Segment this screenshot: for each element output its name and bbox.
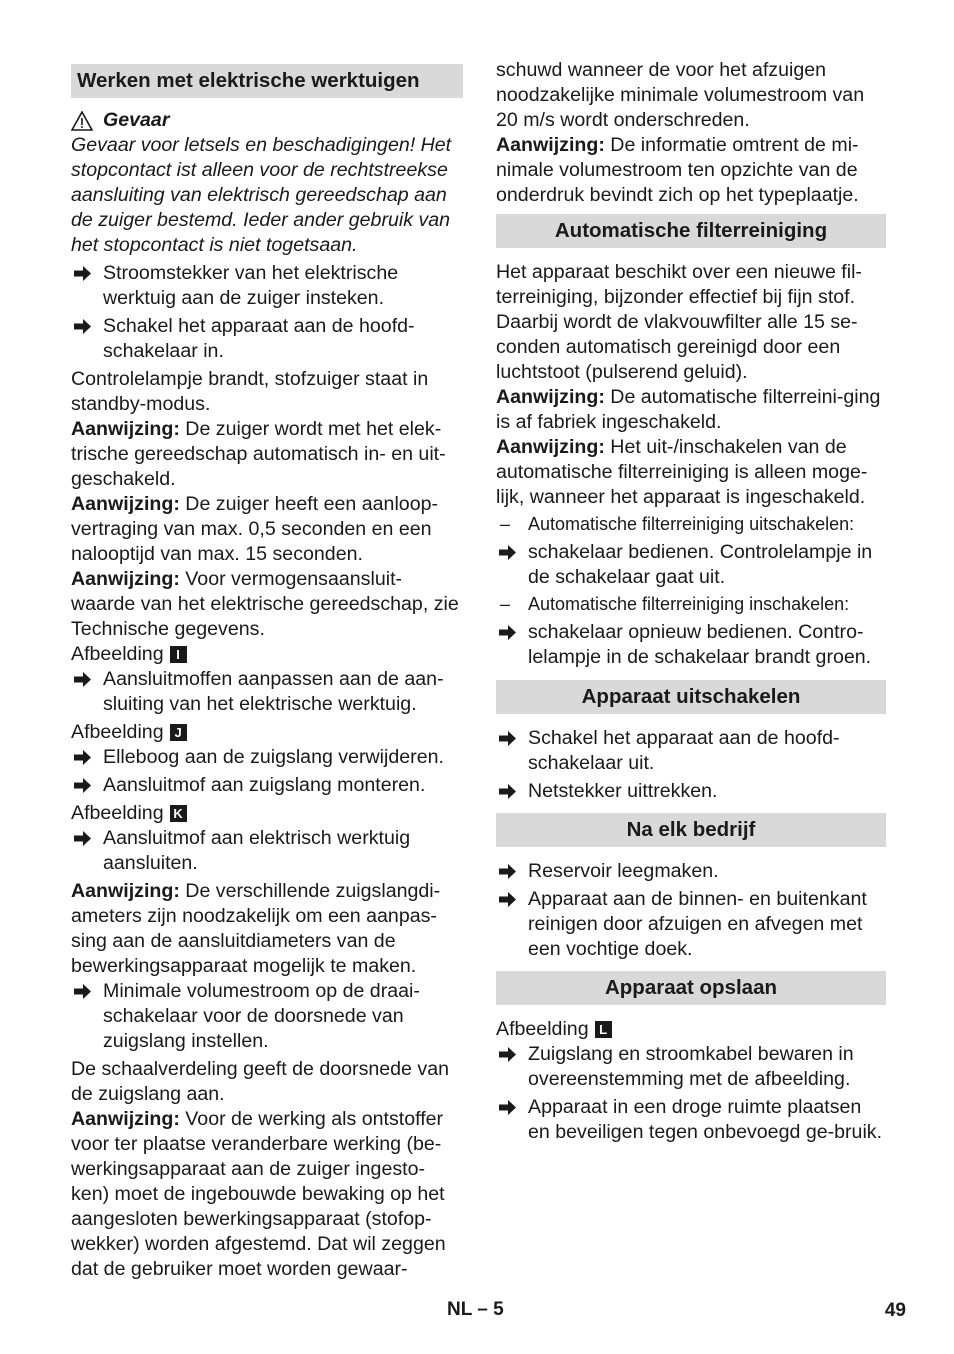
paragraph-filter: Het apparaat beschikt over een nieuwe fil-terreiniging, bijzonder effectief bij fijn stof. Daarbij wordt de vlakvouwfilter alle 15 se-conden automatisch gereinigd door een luchtstoot (pulserend geluid).	[496, 261, 862, 383]
figure-label: Afbeelding	[496, 1018, 589, 1040]
section-heading-switch-off: Apparaat uitschakelen	[496, 680, 886, 714]
note-label: Aanwijzing:	[496, 436, 605, 458]
footer-language-page: NL – 5	[447, 1299, 504, 1320]
step-text: Schakel het apparaat aan de hoofd-schakelaar in.	[103, 315, 415, 362]
step-clean-device	[496, 887, 886, 962]
step-text: Reservoir leegmaken.	[528, 860, 719, 882]
note-typeplate	[496, 133, 886, 208]
arrow-right-icon	[72, 773, 94, 798]
dash-item-filter-off	[496, 512, 886, 537]
warning-triangle-icon	[71, 111, 93, 131]
danger-title	[71, 108, 463, 133]
arrow-right-icon	[72, 667, 94, 692]
step-adapt-sleeves	[71, 667, 463, 717]
dash-text: Automatische filterreiniging inschakelen:	[528, 594, 850, 614]
dash-text: Automatische filterreiniging uitschakelen:	[528, 514, 855, 534]
note-text: De automatische filterreini-ging is af fabriek ingeschakeld.	[496, 386, 881, 433]
paragraph-continued: schuwd wanneer de voor het afzuigen noodzakelijke minimale volumestroom van 20 m/s wordt onderschreden.	[496, 59, 865, 131]
left-column	[71, 58, 463, 1282]
section-heading-after-use: Na elk bedrijf	[496, 813, 886, 847]
step-operate-switch-on	[496, 620, 886, 670]
note-text: De zuiger heeft een aanloop-vertraging van max. 0,5 seconden en een nalooptijd van max. 15 seconden.	[71, 493, 439, 565]
figure-badge-l: L	[595, 1021, 612, 1038]
right-column	[496, 58, 886, 1145]
note-label: Aanwijzing:	[71, 493, 180, 515]
step-remove-elbow	[71, 745, 463, 770]
step-store-device	[496, 1095, 886, 1145]
arrow-right-icon	[497, 726, 519, 751]
arrow-right-icon	[497, 779, 519, 804]
note-label: Aanwijzing:	[496, 134, 605, 156]
dash-bullet: –	[500, 514, 511, 534]
note-text: Voor vermogensaansluit-waarde van het elektrische gereedschap, zie Technische gegevens.	[71, 568, 459, 640]
arrow-right-icon	[72, 979, 94, 1004]
note-label: Aanwijzing:	[71, 880, 180, 902]
note-label: Aanwijzing:	[71, 1108, 180, 1130]
danger-text: Gevaar voor letsels en beschadigingen! Het stopcontact ist alleen voor de rechtstreekse aansluiting van elektrisch gereedschap aan de zuiger bestemd. Ieder ander gebruik van het stopcontact is niet togetsaan.	[71, 134, 452, 256]
note-delay	[71, 492, 463, 567]
section-heading-storage: Apparaat opslaan	[496, 971, 886, 1005]
step-empty-container	[496, 859, 886, 884]
step-mount-sleeve	[71, 773, 463, 798]
arrow-right-icon	[497, 1095, 519, 1120]
arrow-right-icon	[497, 887, 519, 912]
step-store-hose	[496, 1042, 886, 1092]
note-text: De verschillende zuigslangdi-ameters zijn noodzakelijk om een aanpas-sing aan de aansluitdiameters van de bewerkingsapparaat mogelijk te maken.	[71, 880, 441, 977]
note-text: Het uit-/inschakelen van de automatische filterreiniging is alleen moge-lijk, wanneer het apparaat is ingeschakeld.	[496, 436, 868, 508]
step-operate-switch-off	[496, 540, 886, 590]
note-text: De zuiger wordt met het elek-trische gereedschap automatisch in- en uit-geschakeld.	[71, 418, 446, 490]
arrow-right-icon	[497, 620, 519, 645]
step-text: Zuigslang en stroomkabel bewaren in overeenstemming met de afbeelding.	[528, 1043, 854, 1090]
figure-reference-i	[71, 642, 187, 667]
figure-badge-k: K	[170, 805, 187, 822]
dash-bullet: –	[500, 594, 511, 614]
figure-badge-j: J	[170, 724, 187, 741]
figure-reference-l	[496, 1017, 612, 1042]
step-text: Apparaat in een droge ruimte plaatsen en beveiligen tegen onbevoegd ge-bruik.	[528, 1096, 883, 1143]
step-text: Elleboog aan de zuigslang verwijderen.	[103, 746, 444, 768]
figure-badge-i: I	[170, 646, 187, 663]
arrow-right-icon	[497, 1042, 519, 1067]
page-number: 49	[884, 1300, 906, 1321]
figure-label: Afbeelding	[71, 721, 164, 743]
step-switch-on	[71, 314, 463, 364]
figure-label: Afbeelding	[71, 643, 164, 665]
arrow-right-icon	[497, 859, 519, 884]
note-dust-extractor	[71, 1107, 463, 1282]
arrow-right-icon	[72, 826, 94, 851]
figure-reference-k	[71, 801, 187, 826]
step-text: Netstekker uittrekken.	[528, 780, 718, 802]
note-label: Aanwijzing:	[71, 418, 180, 440]
step-main-switch-off	[496, 726, 886, 776]
note-diameters	[71, 879, 463, 979]
step-text: schakelaar opnieuw bedienen. Contro-lelampje in de schakelaar brandt groen.	[528, 621, 872, 668]
note-label: Aanwijzing:	[71, 568, 180, 590]
arrow-right-icon	[72, 314, 94, 339]
step-unplug	[496, 779, 886, 804]
note-auto-switch	[71, 417, 463, 492]
section-heading-auto-filter: Automatische filterreiniging	[496, 214, 886, 248]
step-text: Aansluitmof aan elektrisch werktuig aansluiten.	[103, 827, 411, 874]
step-connect-tool	[71, 826, 463, 876]
step-text: Minimale volumestroom op de draai-schakelaar voor de doorsnede van zuigslang instellen.	[103, 980, 420, 1052]
note-text: Voor de werking als ontstoffer voor ter plaatse veranderbare werking (be-werkingsapparaat aan de zuiger ingesto-ken) moet de ingebouwde bewaking op het aangesloten bewerkingsapparaat (stofop-wekker) worden afgestemd. Dat wil zeggen dat de gebruiker moet worden gewaar-	[71, 1108, 446, 1280]
step-text: Stroomstekker van het elektrische werktuig aan de zuiger insteken.	[103, 262, 399, 309]
step-text: Aansluitmof aan zuigslang monteren.	[103, 774, 426, 796]
step-text: schakelaar bedienen. Controlelampje in de schakelaar gaat uit.	[528, 541, 873, 588]
figure-label: Afbeelding	[71, 802, 164, 824]
figure-reference-j	[71, 720, 187, 745]
step-text: Aansluitmoffen aanpassen aan de aan-sluiting van het elektrische werktuig.	[103, 668, 444, 715]
step-plug-in	[71, 261, 463, 311]
note-label: Aanwijzing:	[496, 386, 605, 408]
arrow-right-icon	[497, 540, 519, 565]
step-set-volume	[71, 979, 463, 1054]
step-text: Schakel het apparaat aan de hoofd-schakelaar uit.	[528, 727, 840, 774]
paragraph-scale: De schaalverdeling geeft de doorsnede van de zuigslang aan.	[71, 1058, 449, 1105]
note-power	[71, 567, 463, 642]
danger-label: Gevaar	[103, 109, 170, 131]
note-toggle-filter	[496, 435, 886, 510]
step-text: Apparaat aan de binnen- en buitenkant reinigen door afzuigen en afvegen met een vochtige doek.	[528, 888, 867, 960]
arrow-right-icon	[72, 261, 94, 286]
note-text: De informatie omtrent de mi-nimale volumestroom ten opzichte van de onderdruk bevindt zich op het typeplaatje.	[496, 134, 859, 206]
note-factory-on	[496, 385, 886, 435]
paragraph-standby: Controlelampje brandt, stofzuiger staat in standby-modus.	[71, 368, 429, 415]
arrow-right-icon	[72, 745, 94, 770]
section-heading-electric-tools: Werken met elektrische werktuigen	[71, 64, 463, 98]
dash-item-filter-on	[496, 592, 886, 617]
